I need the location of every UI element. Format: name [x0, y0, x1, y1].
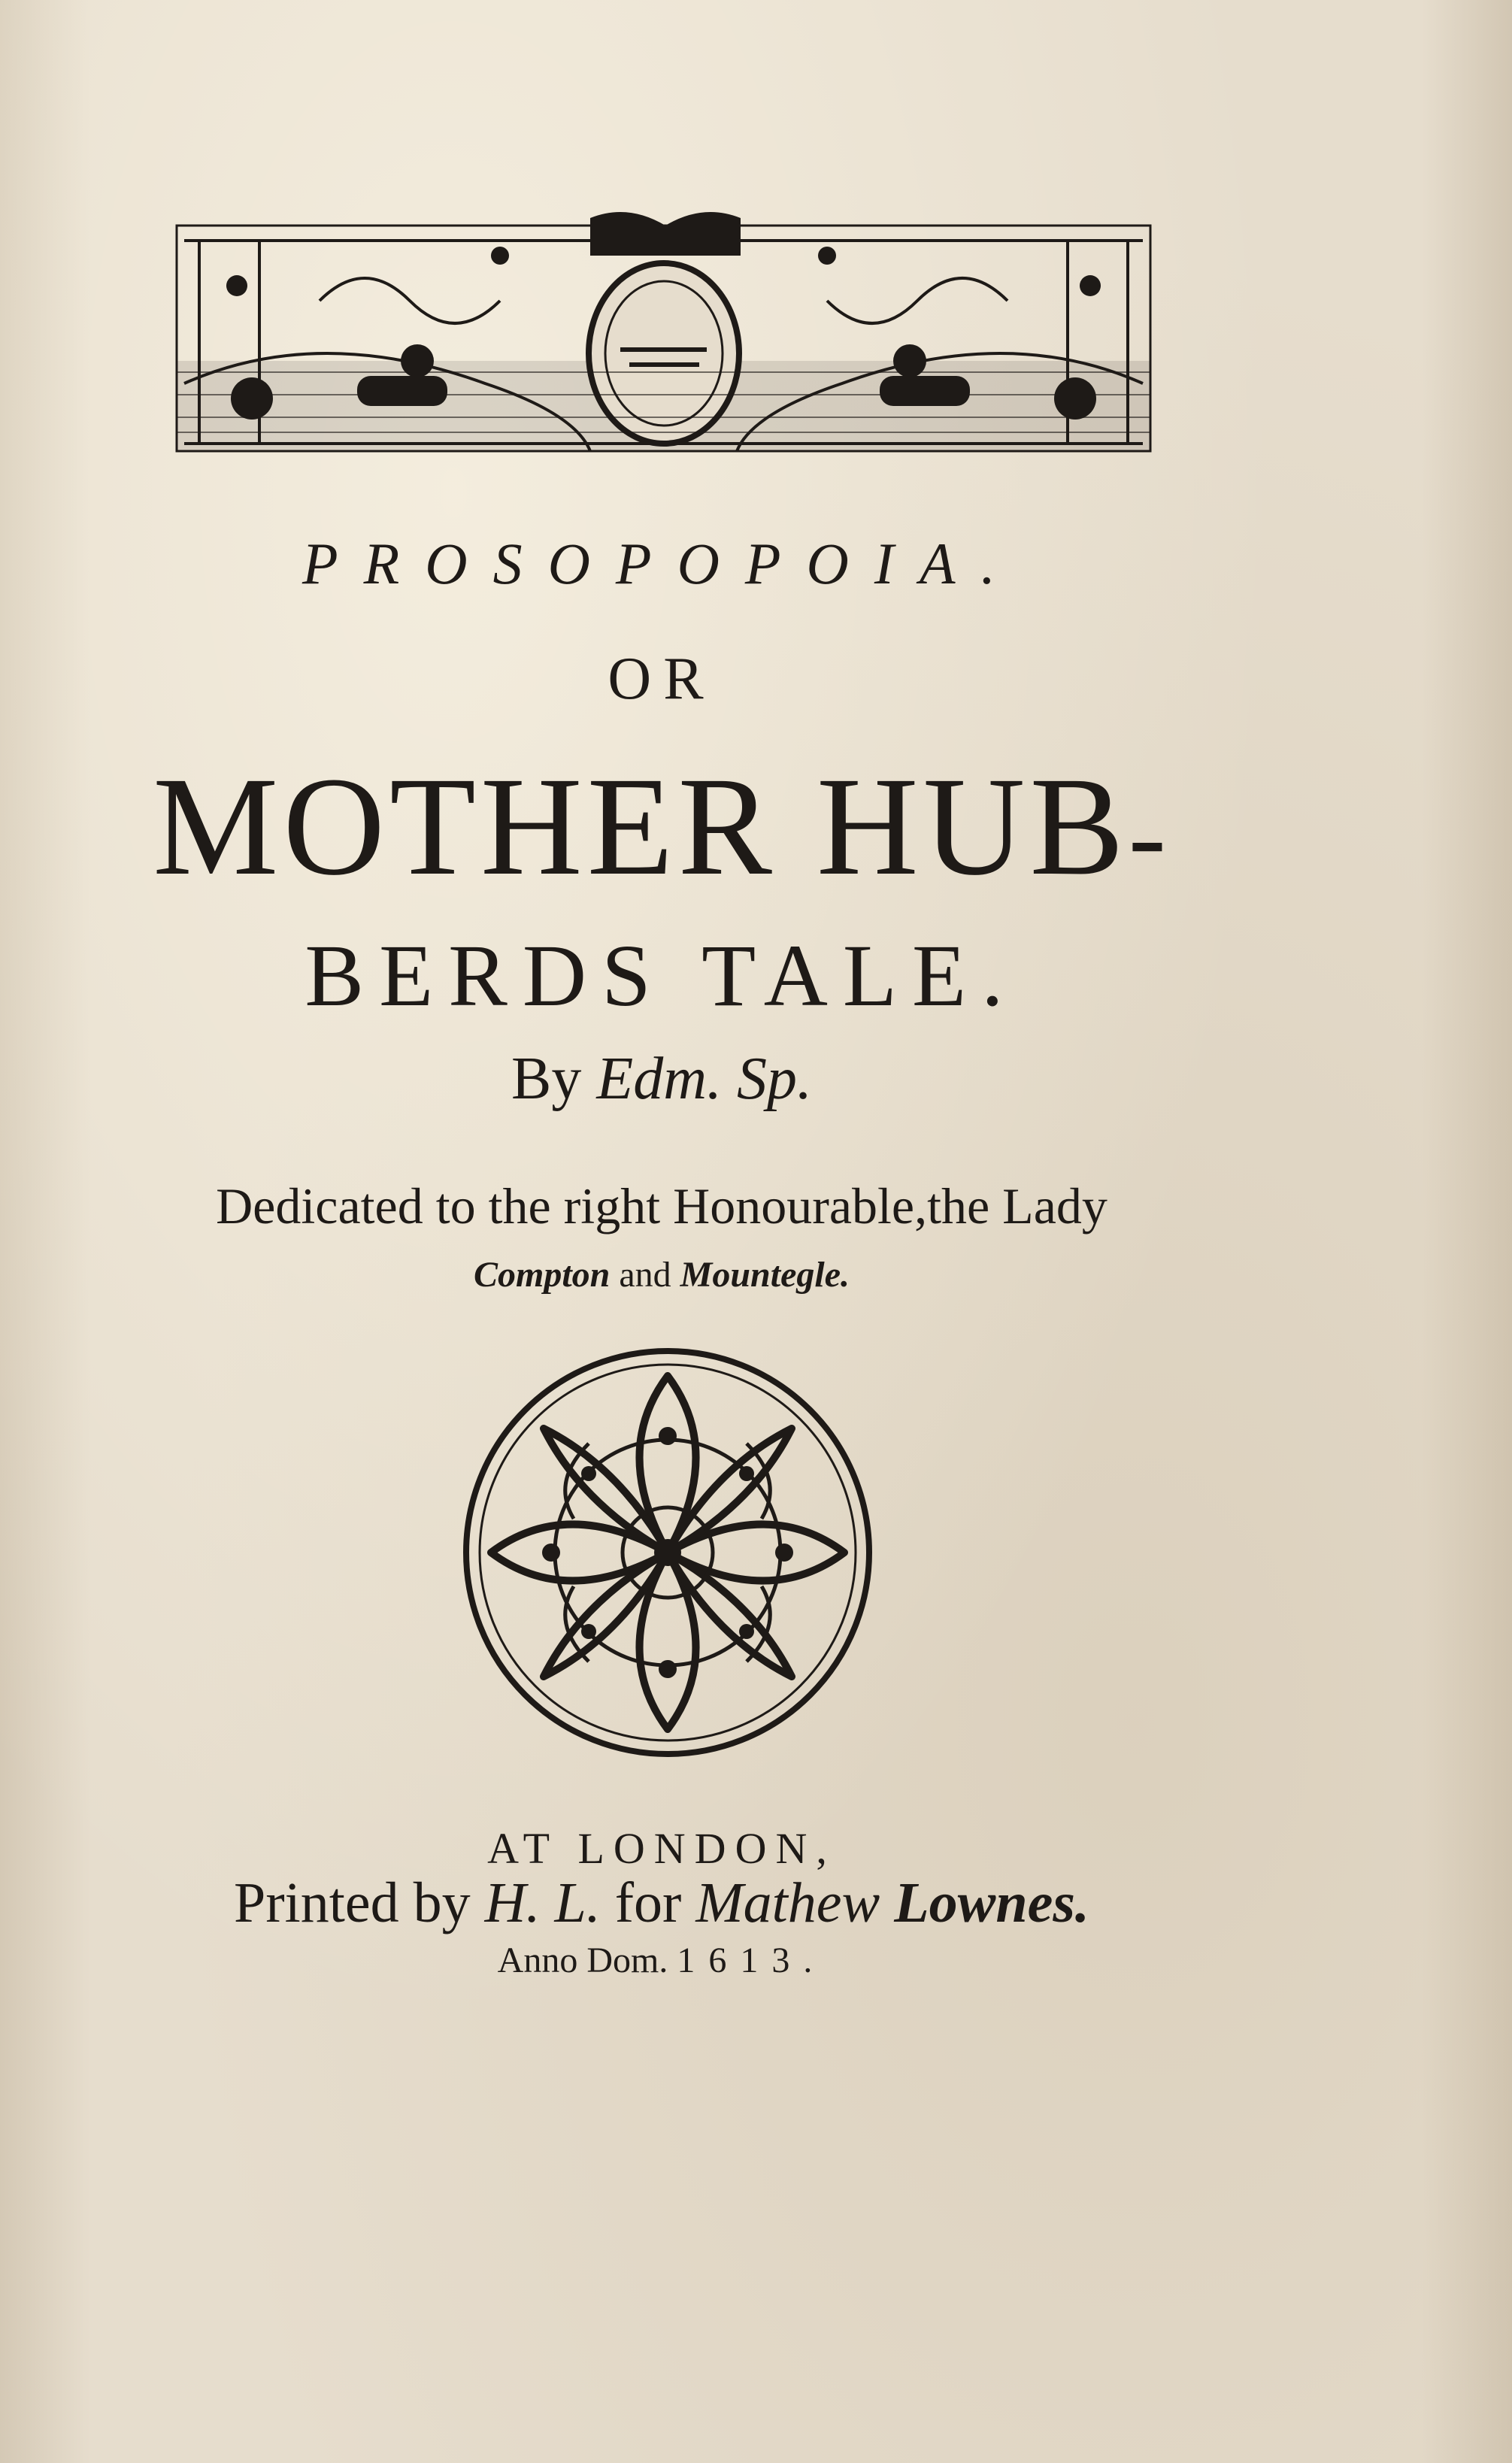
dedicatees [0, 1254, 1323, 1295]
printer-initials: H. L. [484, 1871, 601, 1934]
author-name: Edm. Sp. [596, 1046, 812, 1112]
main-title-line-1 [0, 747, 1323, 904]
circular-ornament-icon [461, 1346, 874, 1759]
main-title-line-2: BERDS TALE. [305, 926, 1019, 1025]
publisher-first-name: Mathew [695, 1871, 880, 1934]
publisher-last-name: Lownes. [894, 1871, 1089, 1934]
imprint-printer-line [0, 1871, 1323, 1936]
for-label: for [614, 1871, 682, 1934]
date-value: 1613. [677, 1940, 826, 1980]
main-title-text: MOTHER HUB [153, 747, 1129, 904]
title-latin: PROSOPOPOIA. [301, 531, 1022, 596]
byline-prefix: By [511, 1046, 582, 1112]
dedicatee-conjunction: and [619, 1255, 671, 1295]
printed-by-label: Printed by [234, 1871, 471, 1934]
dedicatee-compton: Compton [473, 1255, 611, 1295]
title-or: OR [608, 646, 716, 712]
dedication-line: Dedicated to the right Honourable,the Lady [216, 1177, 1107, 1235]
woodcut-headpiece-icon [169, 211, 1158, 466]
imprint-date [0, 1940, 1323, 1981]
date-label: Anno Dom. [497, 1940, 668, 1980]
dedicatee-mountegle: Mountegle. [680, 1255, 850, 1295]
byline [0, 1045, 1323, 1113]
line-break-hyphen: - [1128, 774, 1171, 898]
imprint-place: AT LONDON, [487, 1824, 836, 1873]
